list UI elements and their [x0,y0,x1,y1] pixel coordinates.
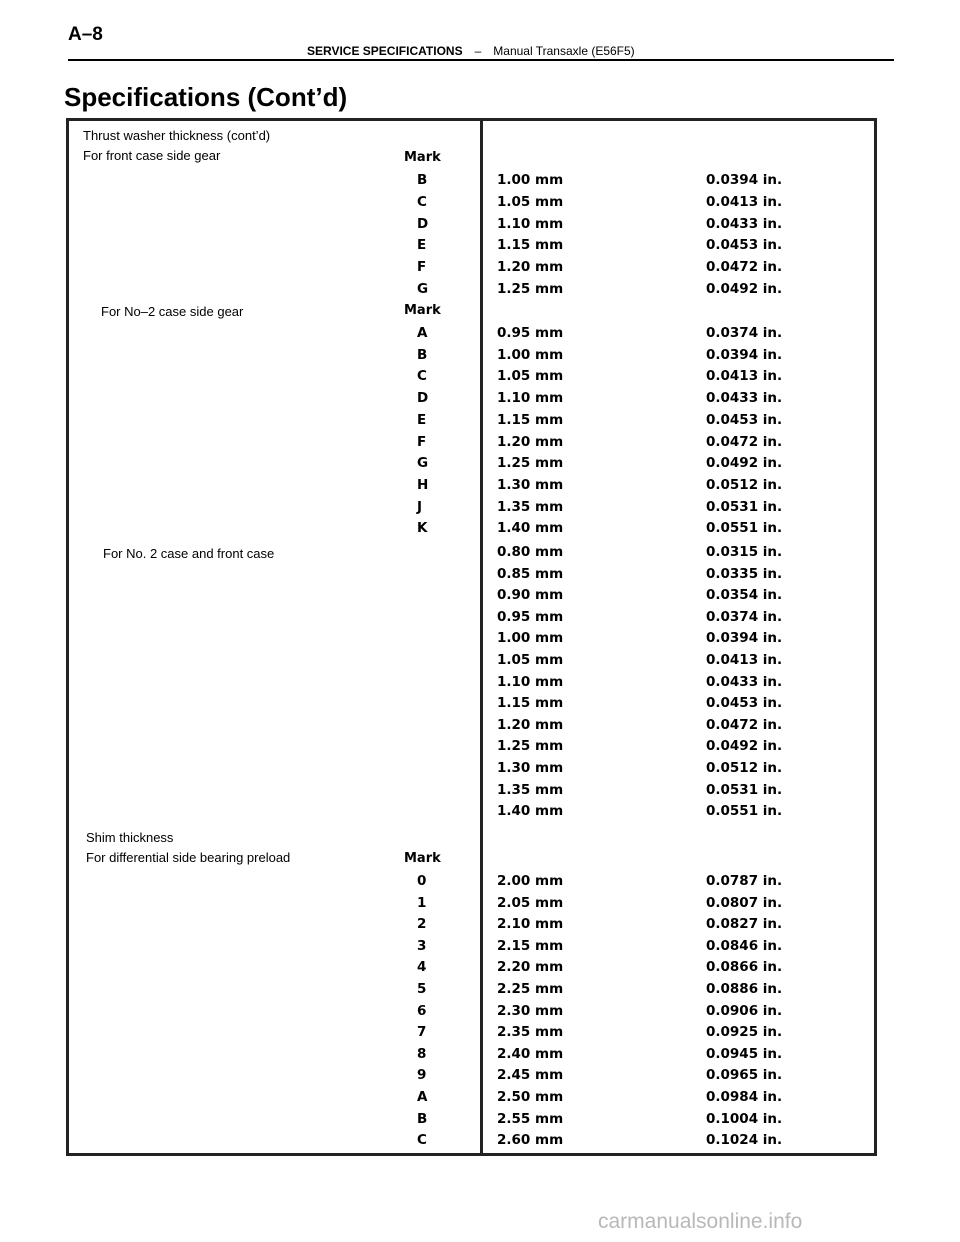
thickness-in-cell: 0.0472 in. [706,434,783,450]
header-separator: – [474,44,482,58]
thickness-mm-cell: 2.00 mm [497,873,564,889]
thickness-mm-cell: 2.05 mm [497,895,564,911]
thickness-mm-cell: 0.85 mm [497,566,564,582]
mark-cell: 6 [417,1003,427,1019]
mark-cell: 8 [417,1046,427,1062]
thickness-in-cell: 0.0433 in. [706,216,783,232]
thickness-mm-cell: 2.45 mm [497,1067,564,1083]
mark-cell: K [417,520,428,536]
thickness-mm-cell: 1.25 mm [497,738,564,754]
mark-cell: 9 [417,1067,427,1083]
section-label: For differential side bearing preload [86,850,291,865]
thickness-mm-cell: 1.25 mm [497,455,564,471]
mark-cell: G [417,281,429,297]
thickness-mm-cell: 1.05 mm [497,368,564,384]
section-label: Thrust washer thickness (cont’d) [83,128,271,143]
thickness-in-cell: 0.0945 in. [706,1046,783,1062]
thickness-in-cell: 0.0335 in. [706,566,783,582]
thickness-in-cell: 0.0492 in. [706,738,783,754]
mark-cell: 1 [417,895,427,911]
thickness-mm-cell: 1.05 mm [497,652,564,668]
thickness-in-cell: 0.0453 in. [706,412,783,428]
thickness-in-cell: 0.0531 in. [706,499,783,515]
thickness-in-cell: 0.0492 in. [706,281,783,297]
header-title [307,44,635,58]
thickness-mm-cell: 2.50 mm [497,1089,564,1105]
thickness-in-cell: 0.0866 in. [706,959,783,975]
thickness-in-cell: 0.0394 in. [706,172,783,188]
thickness-mm-cell: 1.20 mm [497,259,564,275]
thickness-in-cell: 0.0531 in. [706,782,783,798]
thickness-mm-cell: 1.40 mm [497,520,564,536]
mark-cell: C [417,368,427,384]
thickness-in-cell: 0.1024 in. [706,1132,783,1148]
mark-cell: B [417,1111,428,1127]
thickness-mm-cell: 2.25 mm [497,981,564,997]
thickness-in-cell: 0.0413 in. [706,368,783,384]
section-label: Shim thickness [86,830,174,845]
header-model: Manual Transaxle (E56F5) [493,44,635,58]
thickness-mm-cell: 2.30 mm [497,1003,564,1019]
thickness-in-cell: 0.0394 in. [706,347,783,363]
mark-column-header: Mark [404,303,441,318]
header-section: SERVICE SPECIFICATIONS [307,44,463,58]
mark-cell: 3 [417,938,427,954]
thickness-in-cell: 0.0394 in. [706,630,783,646]
thickness-in-cell: 0.0413 in. [706,194,783,210]
mark-cell: F [417,259,427,275]
mark-cell: E [417,412,427,428]
section-label: For No–2 case side gear [101,304,244,319]
mark-cell: 0 [417,873,427,889]
thickness-in-cell: 0.0472 in. [706,717,783,733]
thickness-in-cell: 0.0512 in. [706,477,783,493]
thickness-mm-cell: 1.40 mm [497,803,564,819]
thickness-mm-cell: 1.35 mm [497,782,564,798]
thickness-mm-cell: 2.60 mm [497,1132,564,1148]
thickness-mm-cell: 2.10 mm [497,916,564,932]
thickness-mm-cell: 1.30 mm [497,477,564,493]
thickness-mm-cell: 0.90 mm [497,587,564,603]
mark-cell: E [417,237,427,253]
thickness-in-cell: 0.0492 in. [706,455,783,471]
thickness-in-cell: 0.0453 in. [706,695,783,711]
section-label: For No. 2 case and front case [103,546,275,561]
thickness-mm-cell: 1.10 mm [497,674,564,690]
thickness-mm-cell: 1.10 mm [497,216,564,232]
thickness-mm-cell: 0.95 mm [497,609,564,625]
thickness-mm-cell: 1.35 mm [497,499,564,515]
thickness-mm-cell: 2.15 mm [497,938,564,954]
mark-cell: C [417,194,427,210]
thickness-in-cell: 0.0315 in. [706,544,783,560]
thickness-in-cell: 0.0551 in. [706,520,783,536]
thickness-mm-cell: 0.95 mm [497,325,564,341]
thickness-mm-cell: 2.40 mm [497,1046,564,1062]
thickness-mm-cell: 1.25 mm [497,281,564,297]
mark-cell: A [417,325,428,341]
thickness-in-cell: 0.0512 in. [706,760,783,776]
thickness-mm-cell: 2.35 mm [497,1024,564,1040]
thickness-mm-cell: 1.00 mm [497,347,564,363]
thickness-mm-cell: 1.20 mm [497,434,564,450]
thickness-mm-cell: 1.15 mm [497,412,564,428]
mark-cell: 4 [417,959,427,975]
thickness-mm-cell: 1.00 mm [497,172,564,188]
page-title: Specifications (Cont’d) [64,82,348,112]
mark-cell: 5 [417,981,427,997]
mark-cell: B [417,172,428,188]
thickness-in-cell: 0.0354 in. [706,587,783,603]
thickness-mm-cell: 1.00 mm [497,630,564,646]
thickness-in-cell: 0.1004 in. [706,1111,783,1127]
thickness-in-cell: 0.0827 in. [706,916,783,932]
thickness-mm-cell: 1.05 mm [497,194,564,210]
thickness-in-cell: 0.0551 in. [706,803,783,819]
page-number: A–8 [68,24,103,45]
mark-cell: A [417,1089,428,1105]
thickness-mm-cell: 2.55 mm [497,1111,564,1127]
mark-cell: F [417,434,427,450]
thickness-in-cell: 0.0374 in. [706,325,783,341]
mark-column-header: Mark [404,150,441,165]
mark-column-header: Mark [404,851,441,866]
mark-cell: G [417,455,429,471]
thickness-in-cell: 0.0984 in. [706,1089,783,1105]
thickness-in-cell: 0.0965 in. [706,1067,783,1083]
thickness-mm-cell: 1.15 mm [497,237,564,253]
thickness-in-cell: 0.0906 in. [706,1003,783,1019]
spec-table-divider [480,118,483,1156]
mark-cell: C [417,1132,427,1148]
thickness-mm-cell: 1.15 mm [497,695,564,711]
mark-cell: 2 [417,916,427,932]
thickness-mm-cell: 1.30 mm [497,760,564,776]
thickness-in-cell: 0.0453 in. [706,237,783,253]
header-rule [68,59,894,61]
thickness-in-cell: 0.0433 in. [706,674,783,690]
thickness-mm-cell: 2.20 mm [497,959,564,975]
mark-cell: D [417,390,429,406]
thickness-in-cell: 0.0807 in. [706,895,783,911]
thickness-in-cell: 0.0374 in. [706,609,783,625]
thickness-in-cell: 0.0787 in. [706,873,783,889]
thickness-mm-cell: 1.10 mm [497,390,564,406]
thickness-mm-cell: 1.20 mm [497,717,564,733]
mark-cell: B [417,347,428,363]
thickness-in-cell: 0.0846 in. [706,938,783,954]
thickness-in-cell: 0.0472 in. [706,259,783,275]
section-label: For front case side gear [83,148,221,163]
thickness-in-cell: 0.0925 in. [706,1024,783,1040]
mark-cell: J [417,499,423,515]
thickness-in-cell: 0.0413 in. [706,652,783,668]
mark-cell: 7 [417,1024,427,1040]
mark-cell: D [417,216,429,232]
thickness-in-cell: 0.0886 in. [706,981,783,997]
thickness-in-cell: 0.0433 in. [706,390,783,406]
mark-cell: H [417,477,429,493]
thickness-mm-cell: 0.80 mm [497,544,564,560]
watermark: carmanualsonline.info [598,1210,803,1233]
